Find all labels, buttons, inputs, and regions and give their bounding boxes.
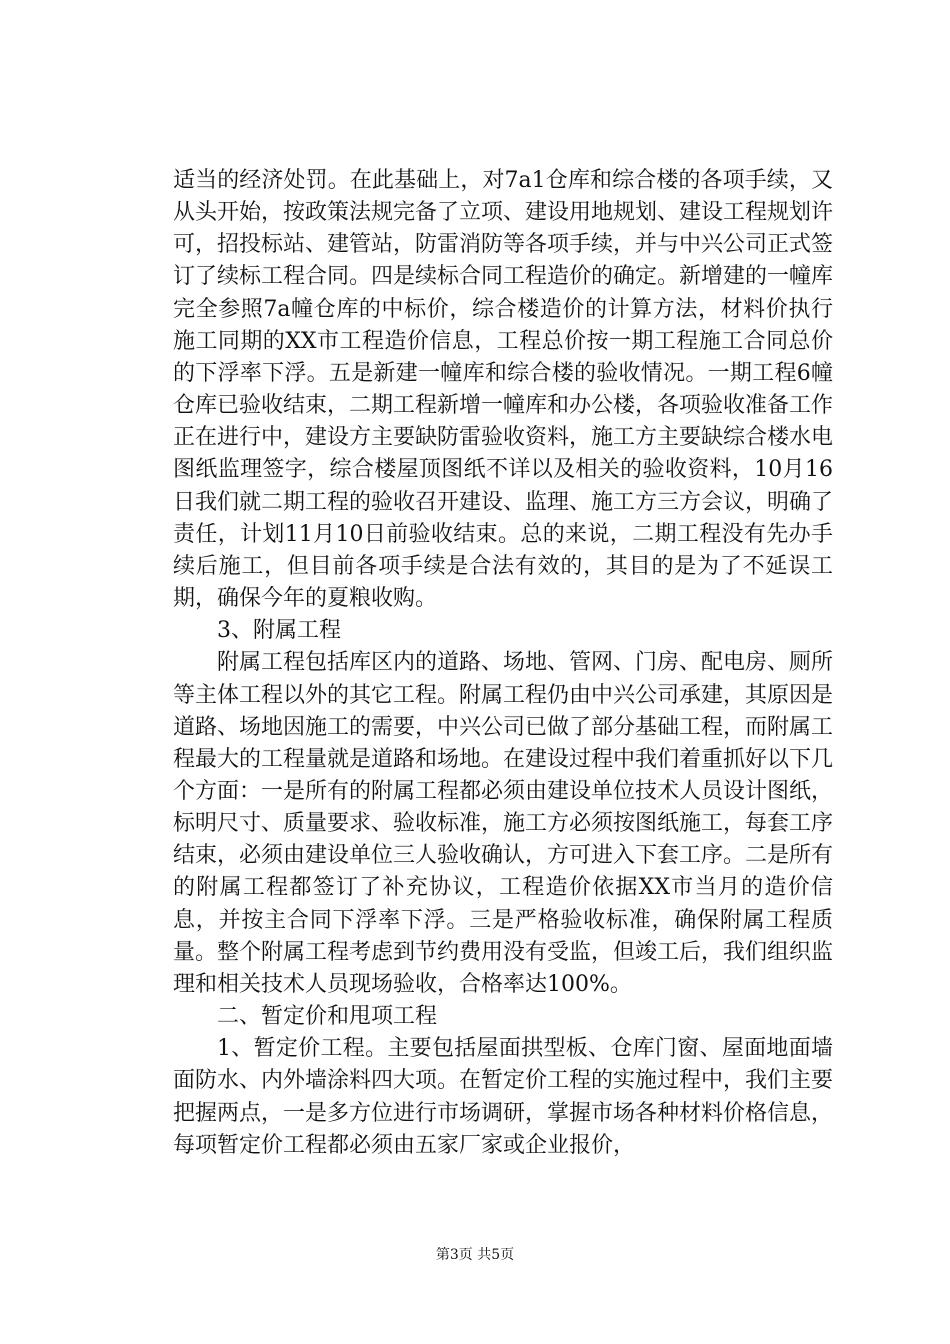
section-heading-provisional-price: 二、暂定价和甩项工程 xyxy=(217,1004,438,1030)
page-footer: 第3页 共5页 xyxy=(435,1247,515,1263)
paragraph-provisional-price: 1、暂定价工程。主要包括屋面拱型板、仓库门窗、屋面地面墙面防水、内外墙涂料四大项。在暂定价工程的实施过程中，我们主要把握两点，一是多方位进行市场调研，掌握市场各种材料价格信息，每项暂定价工程都必须由五家厂家或企业报价， xyxy=(173,1036,834,1158)
section-heading-attached-works: 3、附属工程 xyxy=(217,618,341,644)
paragraph-continuation: 适当的经济处罚。在此基础上，对7a1仓库和综合楼的各项手续，又从头开始，按政策法规完备了立项、建设用地规划、建设工程规划许可，招投标站、建管站，防雷消防等各项手续，并与中兴公司正式签订了续标工程合同。四是续标合同工程造价的确定。新增建的一幢库完全参照7a幢仓库的中标价，综合楼造价的计算方法，材料价执行施工同期的XX市工程造价信息，工程总价按一期工程施工合同总价的下浮率下浮。五是新建一幢库和综合楼的验收情况。一期工程6幢仓库已验收结束，二期工程新增一幢库和办公楼，各项验收准备工作正在进行中，建设方主要缺防雷验收资料，施工方主要缺综合楼水电图纸监理签字，综合楼屋顶图纸不详以及相关的验收资料，10月16日我们就二期工程的验收召开建设、监理、施工方三方会议，明确了责任，计划11月10日前验收结束。总的来说，二期工程没有先办手续后施工，但目前各项手续是合法有效的，其目的是为了不延误工期，确保今年的夏粮收购。 xyxy=(173,168,834,612)
paragraph-attached-works: 附属工程包括库区内的道路、场地、管网、门房、配电房、厕所等主体工程以外的其它工程。附属工程仍由中兴公司承建，其原因是道路、场地因施工的需要，中兴公司已做了部分基础工程，而附属工程最大的工程量就是道路和场地。在建设过程中我们着重抓好以下几个方面：一是所有的附属工程都必须由建设单位技术人员设计图纸，标明尺寸、质量要求、验收标准，施工方必须按图纸施工，每套工序结束，必须由建设单位三人验收确认，方可进入下套工序。二是所有的附属工程都签订了补充协议，工程造价依据XX市当月的造价信息，并按主合同下浮率下浮。三是严格验收标准，确保附属工程质量。整个附属工程考虑到节约费用没有受监，但竣工后，我们组织监理和相关技术人员现场验收，合格率达100%。 xyxy=(173,650,834,997)
document-body xyxy=(173,165,833,1162)
